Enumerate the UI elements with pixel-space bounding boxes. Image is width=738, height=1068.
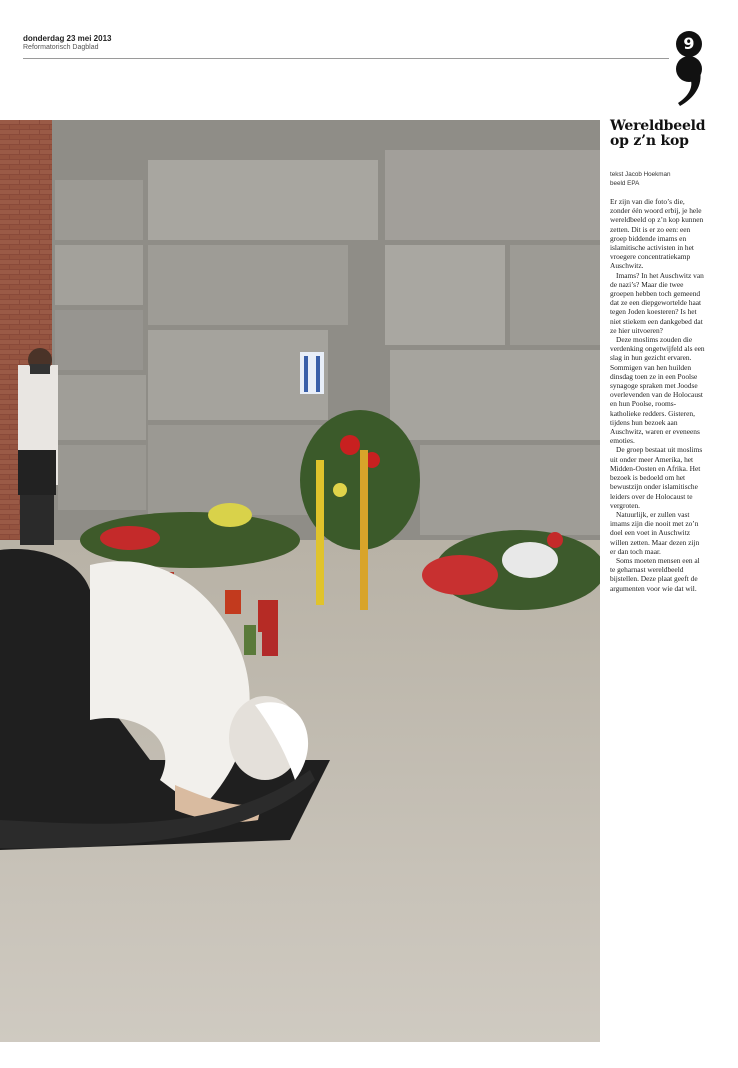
paragraph: De groep bestaat uit moslims uit onder meer Amerika, het Midden-Oosten en Afrika. Het bezoek is bedoeld om het bewustzijn onder islamitische leiders over de Holocaust te vergroten.	[610, 445, 703, 510]
comma-ornament-icon	[670, 54, 710, 114]
headline-line-2: op z’n kop	[610, 132, 689, 149]
paragraph: Deze moslims zouden die verdenking ongetwijfeld als een slag in hun gezicht ervaren. Sommigen van hen huilden dinsdag toen ze in een Poolse synagoge spraken met Joodse overlevenden van de Holocaust en hun Poolse, rooms-katholieke redders. Gisteren, tijdens hun bezoek aan Auschwitz, waren er eveneens emoties.	[610, 335, 705, 446]
header-rule	[23, 58, 669, 59]
article-sidebar	[610, 119, 706, 593]
byline	[610, 170, 706, 188]
page-date: donderdag 23 mei 2013	[23, 34, 112, 43]
photographer	[18, 348, 58, 545]
paragraph: Natuurlijk, er zullen vast imams zijn die nooit met zo’n doel een voet in Auschwitz willen zetten. Maar dezen zijn er dan toch maar.	[610, 509, 700, 556]
article-body	[610, 197, 706, 593]
article-headline	[610, 119, 706, 148]
paragraph: Soms moeten mensen een al te geharnast wereldbeeld bijstellen. Deze plaat geeft de argumenten voor wie dat wil.	[610, 555, 700, 593]
page-number-badge: 9	[676, 31, 702, 57]
headline-line-1: Wereldbeeld	[610, 118, 706, 134]
flag	[300, 352, 324, 394]
paragraph: Er zijn van die foto’s die, zonder één woord erbij, je hele wereldbeeld op z’n kop kunnen zetten. Dit is er zo een: een groep biddende imams en islamitische activisten in het vroegere concentratiekamp Auschwitz.	[610, 197, 704, 271]
news-photo	[0, 120, 600, 1042]
text-credit: tekst Jacob Hoekman	[610, 171, 671, 178]
photo-credit: beeld EPA	[610, 180, 640, 187]
paragraph: Imams? In het Auschwitz van de nazi’s? Maar die twee groepen hebben toch gemeend dat ze een diepgewortelde haat tegen Joden koesteren? Is het niet stiekem een dankgebed dat ze hier uitvoeren?	[610, 270, 704, 335]
newspaper-name: Reformatorisch Dagblad	[23, 44, 99, 51]
